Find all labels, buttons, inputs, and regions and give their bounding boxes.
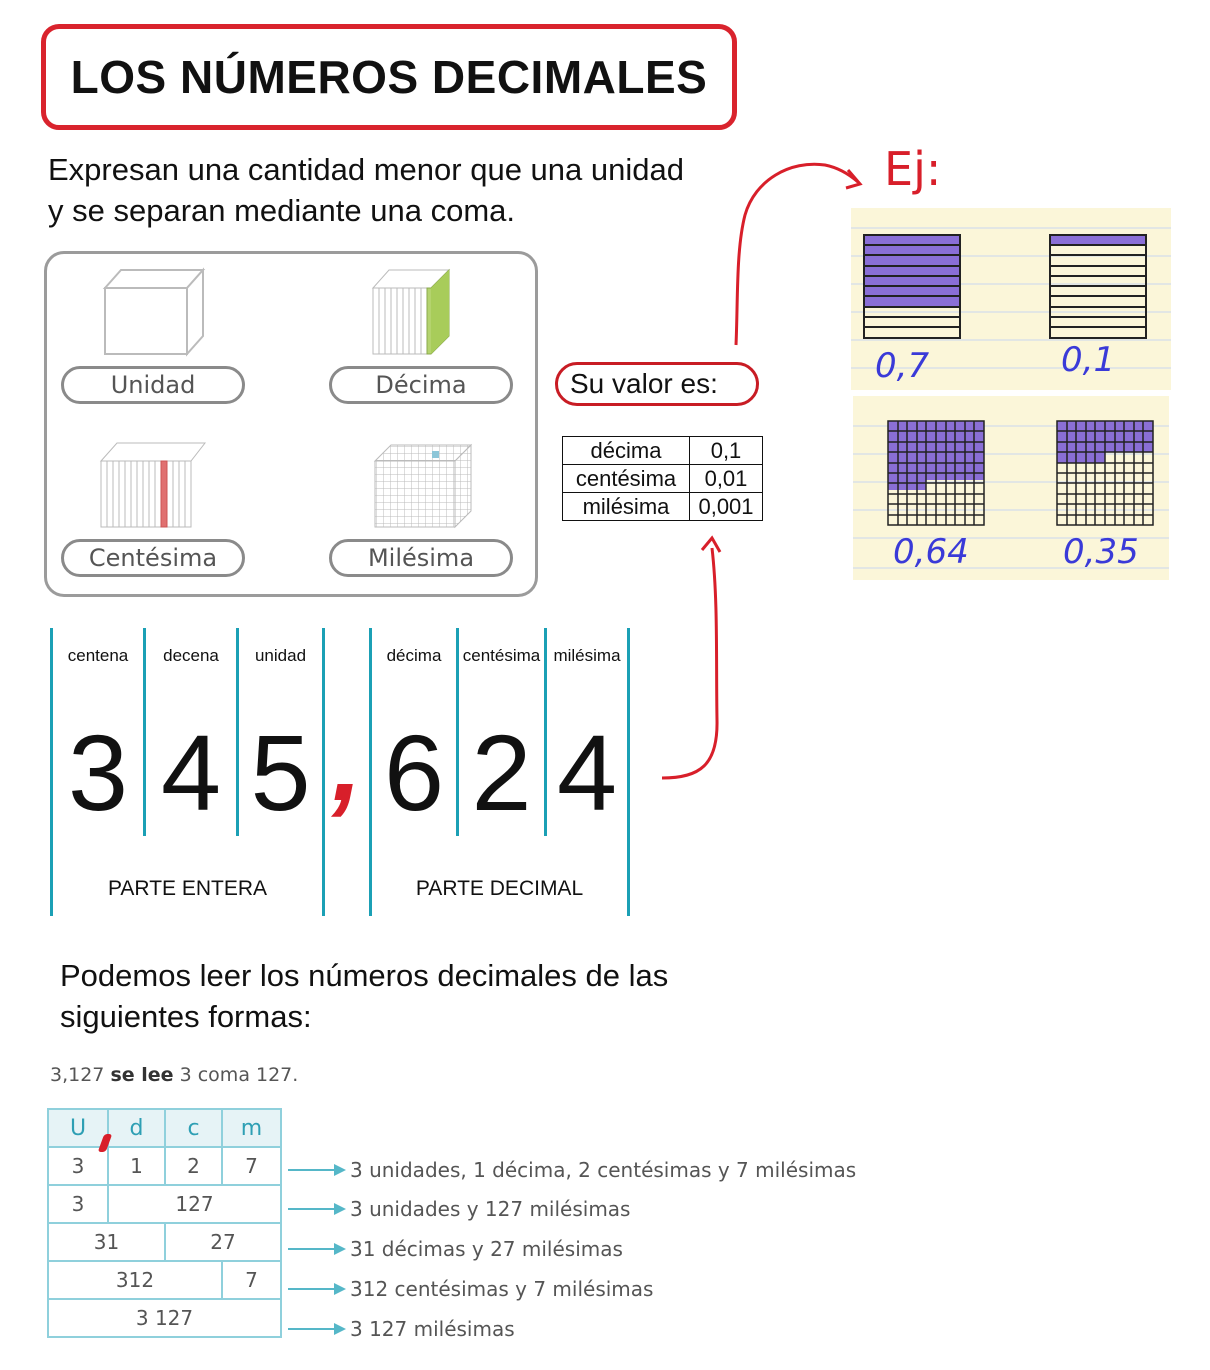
table-cell: 2 [165,1147,222,1185]
reading-arrow-row [288,1239,623,1259]
col-header-c: c [165,1109,222,1147]
reading-text: 3 127 milésimas [350,1317,515,1341]
reading-example-rest: 3 coma 127. [179,1064,299,1086]
decima-label: Décima [329,366,513,404]
reading-table [47,1108,282,1338]
valor-name: milésima [563,493,690,521]
header-decima: décima [386,646,442,665]
valor-name: centésima [563,465,690,493]
place-value-chart [0,0,1,1]
reading-intro-line-1: Podemos leer los números decimales de las [60,958,669,993]
table-row [48,1147,281,1185]
example-035: 0,35 [1063,532,1139,572]
ej-label: Ej: [884,142,942,196]
arrow-icon [288,1288,334,1290]
example-panel-top [851,208,1171,390]
reading-arrow-row [288,1160,856,1180]
valor-value: 0,01 [690,465,763,493]
example-064: 0,64 [893,532,969,572]
table-cell: 7 [222,1261,281,1299]
reading-text: 3 unidades y 127 milésimas [350,1197,631,1221]
table-cell: 127 [108,1185,281,1223]
reading-intro-line-2: siguientes formas: [60,999,312,1034]
valor-value: 0,1 [690,437,763,465]
table-cell: 3 [48,1147,108,1185]
header-decena: decena [163,646,219,665]
intro-line-1: Expresan una cantidad menor que una unidad [48,152,684,187]
table-row [48,1261,281,1299]
valor-value: 0,001 [690,493,763,521]
decimal-comma: , [331,702,362,823]
arrow-head-icon [334,1164,346,1176]
table-cell: 3 [48,1185,108,1223]
table-cell: 3 127 [48,1299,281,1337]
table-row [48,1223,281,1261]
table-cell: 1 [108,1147,165,1185]
col-header-m: m [222,1109,281,1147]
intro-line-2: y se separan mediante una coma. [48,193,515,228]
arrow-icon [288,1169,334,1171]
su-valor-label: Su valor es: [555,362,759,406]
header-centena: centena [67,646,129,665]
digit-centesima: 2 [471,712,532,833]
arrow-head-icon [334,1203,346,1215]
table-cell: 312 [48,1261,222,1299]
grid-064-figure [887,420,987,528]
digit-milesima: 4 [556,712,618,833]
reading-example-verb: se lee [110,1064,174,1086]
arrow-icon [288,1248,334,1250]
header-unidad: unidad [254,646,307,665]
digit-unidad: 5 [250,712,311,833]
table-row [48,1185,281,1223]
arrow-icon [288,1208,334,1210]
parte-decimal-label: PARTE DECIMAL [415,877,584,900]
milesima-label: Milésima [329,539,513,577]
header-centesima: centésima [462,646,541,665]
centesima-label: Centésima [61,539,245,577]
bar-01-figure [1049,234,1147,340]
digit-decena: 4 [160,712,222,833]
reading-text: 31 décimas y 27 milésimas [350,1237,623,1261]
reading-arrow-row [288,1319,515,1339]
reading-text: 312 centésimas y 7 milésimas [350,1277,654,1301]
reading-arrow-row [288,1279,653,1299]
reading-example-number: 3,127 [50,1064,105,1086]
example-07: 0,7 [875,346,930,386]
col-header-U: U [48,1109,108,1147]
example-panel-bottom [853,396,1169,580]
arrow-head-icon [334,1283,346,1295]
table-row [48,1299,281,1337]
arrow-head-icon [334,1243,346,1255]
bar-07-figure [863,234,961,340]
reading-example [50,1064,298,1086]
reading-table-header [48,1109,281,1147]
unidad-label: Unidad [61,366,245,404]
grid-035-figure [1056,420,1156,528]
divider [627,628,630,916]
arrow-icon [288,1328,334,1330]
digit-decima: 6 [383,712,445,833]
table-cell: 7 [222,1147,281,1185]
example-01: 0,1 [1061,340,1116,380]
digit-centena: 3 [67,712,129,833]
table-cell: 31 [48,1223,165,1261]
reading-arrow-row [288,1199,630,1219]
header-milesima: milésima [553,646,621,665]
table-cell: 27 [165,1223,281,1261]
arrow-head-icon [334,1323,346,1335]
reading-text: 3 unidades, 1 décima, 2 centésimas y 7 milésimas [350,1158,857,1182]
col-header-d: d [108,1109,165,1147]
valor-name: décima [563,437,690,465]
page-title: LOS NÚMEROS DECIMALES [70,51,708,103]
parte-entera-label: PARTE ENTERA [107,877,268,900]
